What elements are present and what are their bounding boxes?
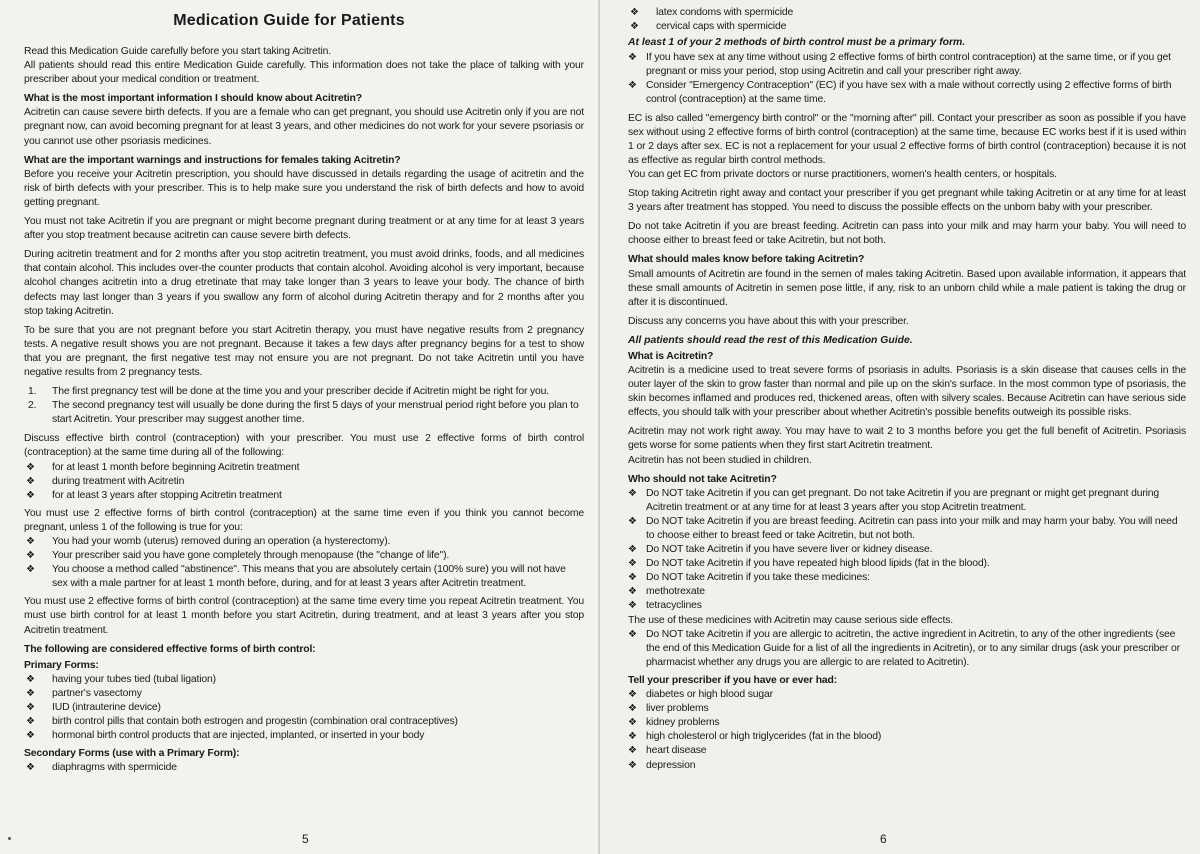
list-item — [628, 702, 1186, 716]
section-heading: Tell your prescriber if you have or ever had: — [628, 674, 838, 686]
item-text: kidney problems — [646, 717, 720, 729]
item-text: tetracyclines — [646, 600, 702, 612]
section-heading: What should males know before taking Acitretin? — [628, 254, 865, 266]
item-text: heart disease — [646, 745, 707, 757]
bullet-diamond-icon: ❖ — [26, 550, 35, 562]
emphasis-heading: All patients should read the rest of this Medication Guide. — [628, 334, 913, 346]
paragraph: Acitretin can cause severe birth defects. If you are a female who can get pregnant, you should use Acitretin only if you are not pregnant now, can avoid becoming pregnant for at least 3 years, and other medicines do not work for your severe psoriasis or you cannot use other psoriasis medicines. — [24, 107, 584, 147]
bullet-list — [24, 673, 584, 743]
bullet-diamond-icon: ❖ — [628, 586, 637, 598]
paragraph: Acitretin may not work right away. You may have to wait 2 to 3 months before you get the full benefit of Acitretin. Psoriasis gets worse for some patients when they first start Acitretin treatment. — [628, 426, 1186, 452]
bullet-list — [24, 535, 584, 591]
paragraph: You must use 2 effective forms of birth control (contraception) at the same time every time you repeat Acitretin treatment. You must use birth control for at least 1 month before you start Acitretin, during treatment, and at least 3 years after you stop Acitretin treatment. — [24, 596, 584, 636]
list-item — [24, 761, 584, 775]
item-text: diabetes or high blood sugar — [646, 689, 773, 701]
list-item — [628, 79, 1186, 107]
item-text: diaphragms with spermicide — [52, 762, 177, 774]
bullet-diamond-icon: ❖ — [26, 489, 35, 501]
list-item — [628, 585, 1186, 599]
bullet-list — [24, 461, 584, 503]
bullet-diamond-icon: ❖ — [26, 762, 35, 774]
list-item — [24, 385, 584, 399]
paragraph: You must use 2 effective forms of birth control (contraception) at the same time even if you think you cannot become pregnant, unless 1 of the following is true for you: — [24, 507, 584, 533]
print-mark — [8, 837, 11, 840]
bullet-diamond-icon: ❖ — [26, 687, 35, 699]
bullet-diamond-icon: ❖ — [628, 515, 637, 527]
paragraph: Acitretin is a medicine used to treat severe forms of psoriasis in adults. Psoriasis is a skin disease that causes cells in the outer layer of the skin to grow faster than normal and pile up on the skin's surface. In the most common type of psoriasis, the skin becomes inflamed and produces red, thickened areas, often with silvery scales. Because Acitretin can have serious side effects, you should talk with your prescriber about whether Acitretin's possible benefits outweigh its possible risks. — [628, 364, 1186, 419]
list-item — [628, 571, 1186, 585]
list-item — [628, 730, 1186, 744]
bullet-list — [628, 51, 1186, 107]
item-text: high cholesterol or high triglycerides (fat in the blood) — [646, 731, 882, 743]
item-text: Do NOT take Acitretin if you have severe liver or kidney disease. — [646, 544, 933, 556]
subsection-heading: Secondary Forms (use with a Primary Form): — [24, 748, 240, 760]
bullet-diamond-icon: ❖ — [26, 673, 35, 685]
item-text: partner's vasectomy — [52, 687, 142, 699]
list-item — [628, 744, 1186, 758]
list-item — [628, 20, 1186, 34]
list-item — [628, 487, 1186, 515]
item-text: hormonal birth control products that are injected, implanted, or inserted in your body — [52, 730, 425, 742]
paragraph: Discuss effective birth control (contraception) with your prescriber. You must use 2 effective forms of birth control (contraception) at the same time during all of the following: — [24, 433, 584, 459]
list-item — [24, 461, 584, 475]
page-number: 5 — [302, 832, 309, 846]
item-text: The second pregnancy test will usually be done during the first 5 days of your menstrual period right before you plan to start Acitretin. Your prescriber may suggest another time. — [52, 400, 579, 426]
subsection-heading: Primary Forms: — [24, 659, 99, 671]
bullet-diamond-icon: ❖ — [628, 703, 637, 715]
item-text: depression — [646, 759, 696, 771]
bullet-diamond-icon: ❖ — [26, 730, 35, 742]
intro-paragraph: All patients should read this entire Medication Guide carefully. This information does not take the place of talking with your prescriber about your medical condition or treatment. — [24, 60, 584, 86]
item-text: birth control pills that contain both estrogen and progestin (combination oral contraceptives) — [52, 716, 458, 728]
intro-paragraph: Read this Medication Guide carefully before you start taking Acitretin. — [24, 46, 332, 57]
item-text: Do NOT take Acitretin if you are allergic to acitretin, the active ingredient in Acitretin, to any of the other ingredients (see the end of this Medication Guide for a list of all the ingredients in Acitretin), or to any similar drugs (ask your prescriber or pharmacist whether any drugs you are allergic to are related to Acitretin). — [646, 628, 1180, 668]
bullet-diamond-icon: ❖ — [628, 600, 637, 612]
item-text: methotrexate — [646, 586, 705, 598]
bullet-diamond-icon: ❖ — [628, 572, 637, 584]
item-text: Your prescriber said you have gone completely through menopause (the "change of life"). — [52, 550, 450, 562]
bullet-diamond-icon: ❖ — [628, 52, 637, 64]
list-item — [24, 687, 584, 701]
item-text: having your tubes tied (tubal ligation) — [52, 673, 216, 685]
bullet-list — [24, 761, 584, 775]
list-item — [24, 535, 584, 549]
paragraph: The use of these medicines with Acitretin may cause serious side effects. — [628, 614, 953, 626]
paragraph: Stop taking Acitretin right away and contact your prescriber if you get pregnant while taking Acitretin or at any time for at least 3 years after treatment has stopped. You need to discuss the possible effects on the unborn baby with your prescriber. — [628, 188, 1186, 214]
item-text: The first pregnancy test will be done at the time you and your prescriber decide if Acitretin might be right for you. — [52, 386, 550, 398]
paragraph: To be sure that you are not pregnant before you start Acitretin therapy, you must have negative results from 2 pregnancy tests. A negative result shows you are not pregnant. Because it takes a few days after pregnancy begins for a test to show that you are pregnant, the first negative test may not ensure you are not pregnant. Do not take Acitretin until you have negative results from 2 pregnancy tests. — [24, 324, 584, 378]
item-text: Do NOT take Acitretin if you have repeated high blood lipids (fat in the blood). — [646, 558, 990, 570]
page-right — [600, 0, 1200, 854]
paragraph: You must not take Acitretin if you are pregnant or might become pregnant during treatment or at any time for at least 3 years after you stop treatment because acitretin can cause severe birth defects. — [24, 216, 584, 242]
list-item — [24, 701, 584, 715]
item-text: Consider "Emergency Contraception" (EC) if you have sex with a male without correctly using 2 effective forms of birth control (contraception) at the same time. — [646, 80, 1172, 106]
paragraph: Before you receive your Acitretin prescription, you should have discussed in details regarding the usage of acitretin and the risk of birth defects with your prescriber. This is to help make sure you understand the risk of birth defects and how to avoid getting pregnant. — [24, 168, 584, 208]
list-item — [628, 51, 1186, 79]
list-item — [628, 6, 1186, 20]
bullet-diamond-icon: ❖ — [628, 759, 637, 771]
item-text: cervical caps with spermicide — [656, 21, 787, 33]
section-heading: Who should not take Acitretin? — [628, 473, 777, 485]
item-text: Do NOT take Acitretin if you are breast feeding. Acitretin can pass into your milk and may harm your baby. You will need to choose either to breast feed or take Acitretin, but not both. — [646, 515, 1178, 541]
list-item — [628, 688, 1186, 702]
paragraph: Acitretin has not been studied in children. — [628, 454, 812, 466]
section-heading: What are the important warnings and instructions for females taking Acitretin? — [24, 154, 401, 166]
list-item — [24, 489, 584, 503]
paragraph: Small amounts of Acitretin are found in the semen of males taking Acitretin. Based upon available information, it appears that these small amounts of Acitretin in semen pose little, if any, risk to an unborn child while a male patient is taking the drug or after it is discontinued. — [628, 268, 1186, 308]
bullet-diamond-icon: ❖ — [628, 745, 637, 757]
numbered-list — [24, 385, 584, 427]
bullet-list — [628, 628, 1186, 670]
bullet-diamond-icon: ❖ — [628, 628, 637, 640]
section-heading: What is Acitretin? — [628, 350, 714, 362]
bullet-diamond-icon: ❖ — [628, 544, 637, 556]
list-item — [628, 557, 1186, 571]
item-text: latex condoms with spermicide — [656, 7, 794, 18]
emphasis-heading: At least 1 of your 2 methods of birth control must be a primary form. — [628, 37, 966, 49]
list-item — [24, 563, 584, 591]
paragraph: EC is also called "emergency birth control" or the "morning after" pill. Contact your prescriber as soon as possible if you have sex without using 2 effective forms of birth control (contraception) at the same time, because EC works best if it is used within 1 or 2 days after sex. EC is not a replacement for your usual 2 effective forms of birth control (contraception) because it is not as effective as regular birth control methods. — [628, 112, 1186, 166]
item-text: IUD (intrauterine device) — [52, 702, 161, 714]
list-item — [24, 399, 584, 427]
list-item — [628, 716, 1186, 730]
bullet-diamond-icon: ❖ — [26, 536, 35, 547]
list-item — [24, 729, 584, 743]
bullet-diamond-icon: ❖ — [628, 731, 637, 743]
bullet-list — [628, 487, 1186, 614]
list-item — [628, 543, 1186, 557]
item-text: You had your womb (uterus) removed during an operation (a hysterectomy). — [52, 536, 391, 547]
bullet-diamond-icon: ❖ — [26, 461, 35, 473]
bullet-list — [628, 6, 1186, 34]
bullet-diamond-icon: ❖ — [628, 689, 637, 701]
bullet-diamond-icon: ❖ — [628, 558, 637, 570]
page-number: 6 — [880, 832, 887, 846]
bullet-diamond-icon: ❖ — [630, 7, 639, 18]
list-item — [628, 599, 1186, 613]
bullet-diamond-icon: ❖ — [628, 80, 637, 92]
bullet-diamond-icon: ❖ — [628, 487, 637, 499]
bullet-diamond-icon: ❖ — [26, 475, 35, 487]
bullet-diamond-icon: ❖ — [26, 716, 35, 728]
paragraph: Do not take Acitretin if you are breast feeding. Acitretin can pass into your milk and may harm your baby. You will need to choose either to breast feed or take Acitretin, but not both. — [628, 221, 1186, 247]
item-text: for at least 3 years after stopping Acitretin treatment — [52, 489, 282, 501]
bullet-diamond-icon: ❖ — [26, 564, 35, 576]
list-item — [24, 673, 584, 687]
item-text: Do NOT take Acitretin if you can get pregnant. Do not take Acitretin if you are pregnant or might get pregnant during Acitretin treatment or at any time for at least 3 years after you stop Acitretin treatment. — [646, 487, 1160, 513]
paragraph: Discuss any concerns you have about this with your prescriber. — [628, 315, 909, 327]
paragraph: You can get EC from private doctors or nurse practitioners, women's health centers, or hospitals. — [628, 168, 1057, 180]
section-heading: What is the most important information I should know about Acitretin? — [24, 93, 362, 105]
list-item — [24, 549, 584, 563]
item-text: You choose a method called "abstinence". This means that you are absolutely certain (100% sure) you will not have sex with a male partner for at least 1 month before, during, and for at least 3 years after Acitretin treatment. — [52, 564, 566, 590]
item-number: 2. — [28, 400, 37, 412]
bullet-diamond-icon: ❖ — [630, 21, 639, 33]
list-item — [628, 759, 1186, 773]
item-number: 1. — [28, 386, 37, 398]
item-text: during treatment with Acitretin — [52, 475, 185, 487]
item-text: for at least 1 month before beginning Acitretin treatment — [52, 461, 300, 473]
item-text: liver problems — [646, 703, 709, 715]
bullet-diamond-icon: ❖ — [628, 717, 637, 729]
list-item — [24, 715, 584, 729]
list-item — [24, 475, 584, 489]
paragraph: During acitretin treatment and for 2 months after you stop acitretin treatment, you must avoid drinks, foods, and all medicines that contain alcohol. This includes over-the counter products that contain alcohol. Avoiding alcohol is very important, because alcohol changes acitretin into a drug etretinate that may take longer than 3 years to leave your body. The chance of birth defects may last longer than 3 years if you swallow any form of alcohol during Acitretin therapy and for 2 months after you stop taking Acitretin. — [24, 249, 584, 317]
bullet-diamond-icon: ❖ — [26, 702, 35, 714]
section-heading: The following are considered effective forms of birth control: — [24, 643, 316, 655]
item-text: Do NOT take Acitretin if you take these medicines: — [646, 572, 870, 584]
bullet-list — [628, 688, 1186, 773]
item-text: If you have sex at any time without using 2 effective forms of birth control contraception) at the same time, or if you get pregnant or miss your period, stop using Acitretin and call your prescriber right away. — [646, 52, 1171, 78]
list-item — [628, 628, 1186, 670]
list-item — [628, 515, 1186, 543]
page-title: Medication Guide for Patients — [173, 12, 405, 29]
